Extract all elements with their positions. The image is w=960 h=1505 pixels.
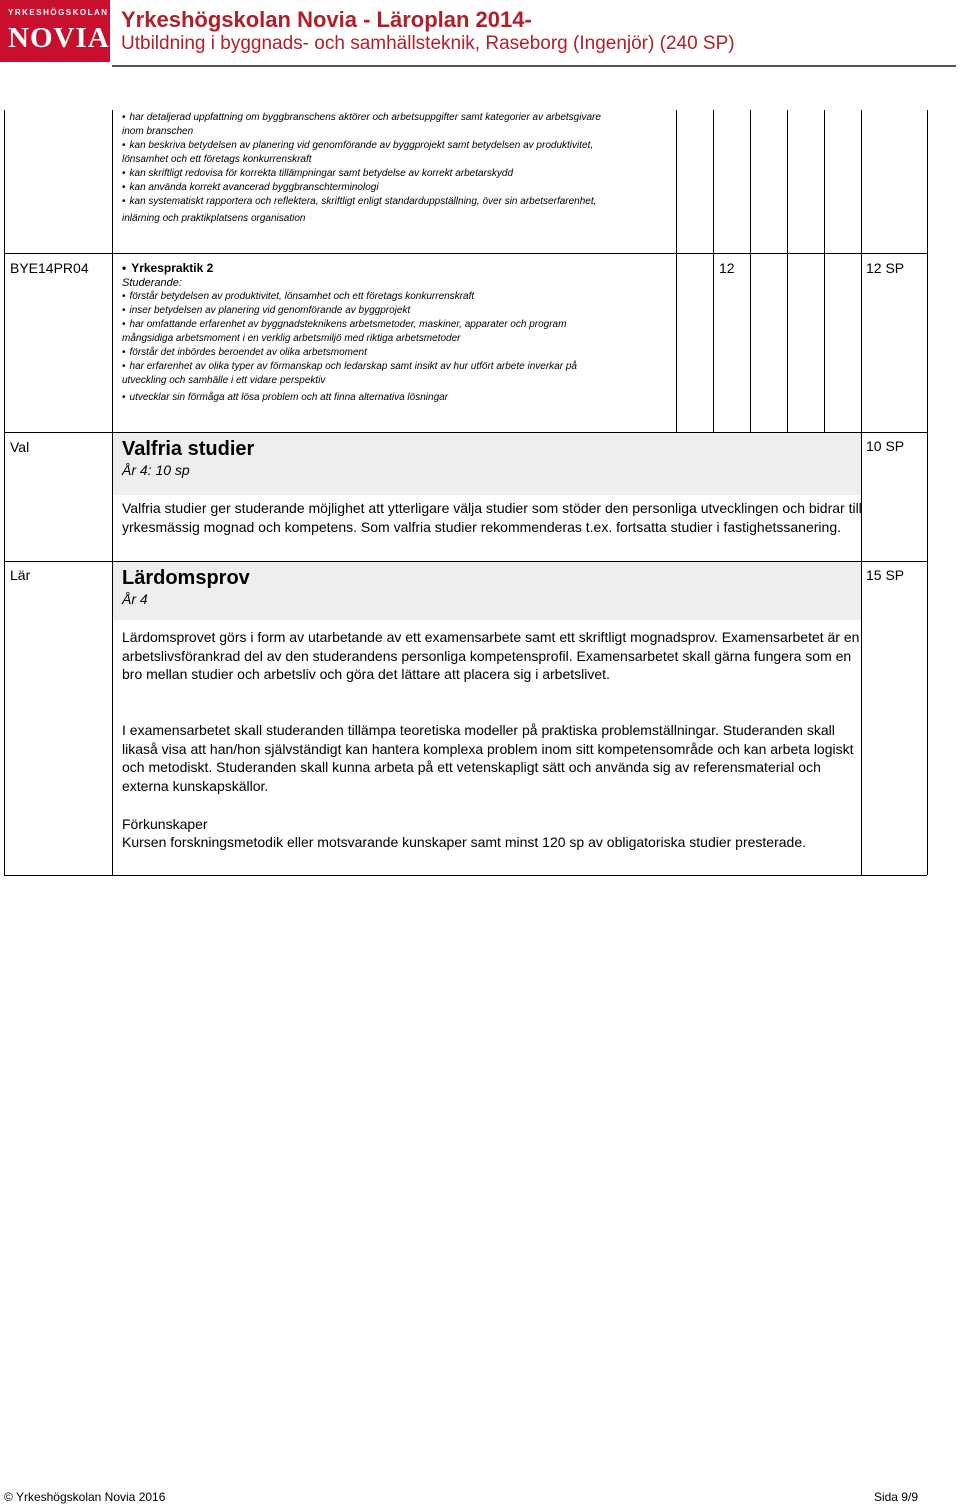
valfria-description: Valfria studier ger studerande möjlighet att ytterligare välja studier som stöder den personliga utvecklingen och bidrar till yrkesmässig mognad och kompetens. Som valfria studier rekommenderas t.ex. fortsatta studier i fastighetssanering. xyxy=(122,500,862,535)
course-credits-number: 12 xyxy=(719,260,735,276)
lardom-paragraph-1: Lärdomsprovet görs i form av utarbetande av ett examensarbete samt ett skriftligt mognadsprov. Examensarbetet är en arbetslivsförankrad del av den studerandens personliga kompetensprofil. Examensarbetet skall gärna fungera som en bro mellan studier och arbetsliv och göra det lättare att placera sig i arbetslivet. xyxy=(122,629,860,682)
footer-page-number: Sida 9/9 xyxy=(873,1490,918,1504)
list-item: • förstår betydelsen av produktivitet, lönsamhet och ett företags konkurrenskraft xyxy=(122,291,475,302)
list-item: inom branschen xyxy=(122,126,194,137)
table-border-right xyxy=(927,110,928,875)
lardom-paragraph-2: I examensarbetet skall studeranden tillämpa teoretiska modeller på praktiska problemställningar. Studeranden skall likaså visa att han/hon självständigt kan hantera komplexa problem inom sitt kompetensområde och kan arbeta logiskt och metodiskt. Studeranden skall kunna arbeta på ett vetenskapligt sätt och använda sig av referensmaterial och externa kunskapskällor. xyxy=(122,722,854,794)
novia-logo xyxy=(0,0,110,62)
list-item: inlärning och praktikplatsens organisation xyxy=(122,213,306,224)
list-item: • inser betydelsen av planering vid genomförande av byggprojekt xyxy=(122,305,411,316)
table-divider-mid4 xyxy=(787,110,788,432)
table-bottom-border xyxy=(4,875,927,876)
list-item: • kan skriftligt redovisa för korrekta tillämpningar samt betydelse av korrekt arbetarskydd xyxy=(122,168,514,179)
studerande-label: Studerande: xyxy=(122,277,182,289)
list-item: • förstår det inbördes beroendet av olika arbetsmoment xyxy=(122,347,367,358)
table-divider-mid3 xyxy=(750,110,751,432)
list-item: • kan systematiskt rapportera och reflektera, skriftligt enligt standarduppställning, över sin arbetserfarenhet, xyxy=(122,196,597,207)
lardom-code: Lär xyxy=(10,567,31,583)
valfria-year: År 4: 10 sp xyxy=(122,462,190,478)
list-item: • kan använda korrekt avancerad byggbranschterminologi xyxy=(122,182,379,193)
valfria-title: Valfria studier xyxy=(122,438,255,460)
logo-small-text: YRKESHÖGSKOLAN xyxy=(8,8,109,17)
list-item: lönsamhet och ett företags konkurrenskraft xyxy=(122,154,312,165)
list-item: • har detaljerad uppfattning om byggbranschens aktörer och arbetsuppgifter samt kategorier av arbetsgivare xyxy=(122,112,601,123)
prerequisites-text: Kursen forskningsmetodik eller motsvarande kunskaper samt minst 120 sp av obligatoriska studier presterade. xyxy=(122,834,806,850)
list-item: • utvecklar sin förmåga att lösa problem och att finna alternativa lösningar xyxy=(122,392,449,403)
header-divider xyxy=(112,65,956,67)
list-item: • har omfattande erfarenhet av byggnadsteknikens arbetsmetoder, maskiner, apparater och program xyxy=(122,319,567,330)
list-item: • kan beskriva betydelsen av planering vid genomförande av byggprojekt samt betydelsen av produktivitet, xyxy=(122,140,594,151)
table-divider-mid2 xyxy=(713,110,714,432)
valfria-sp: 10 SP xyxy=(866,438,905,454)
table-border-left xyxy=(4,110,5,875)
footer-copyright: © Yrkeshögskolan Novia 2016 xyxy=(4,1490,166,1504)
page-subtitle: Utbildning i byggnads- och samhällsteknik, Raseborg (Ingenjör) (240 SP) xyxy=(121,33,735,54)
valfria-code: Val xyxy=(10,439,30,455)
logo-big-text: NOVIA xyxy=(8,22,110,54)
course-code: BYE14PR04 xyxy=(10,260,89,276)
table-row-separator-1 xyxy=(4,253,927,254)
prerequisites-label: Förkunskaper xyxy=(122,816,208,832)
list-item: utveckling och samhälle i ett vidare perspektiv xyxy=(122,375,326,386)
lardom-sp: 15 SP xyxy=(866,567,905,583)
course-title: • Yrkespraktik 2 xyxy=(122,261,214,275)
lardom-year: År 4 xyxy=(122,591,148,607)
list-item: • har erfarenhet av olika typer av förmanskap och ledarskap samt insikt av hur utfört arbete inverkar på xyxy=(122,361,577,372)
list-item: mångsidiga arbetsmoment i en verklig arbetsmiljö med riktiga arbetsmetoder xyxy=(122,333,461,344)
course-credits-sp: 12 SP xyxy=(866,260,905,276)
lardom-title: Lärdomsprov xyxy=(122,567,250,589)
page-title: Yrkeshögskolan Novia - Läroplan 2014- xyxy=(121,7,532,32)
table-divider-mid1 xyxy=(676,110,677,432)
table-divider-mid5 xyxy=(824,110,825,432)
